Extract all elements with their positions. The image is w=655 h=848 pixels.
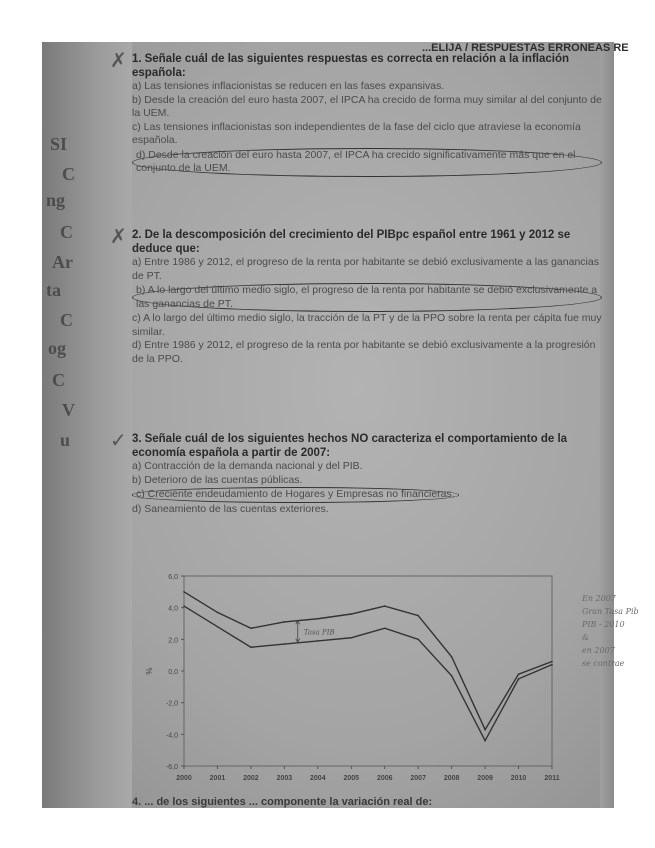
option-d: d) Saneamiento de las cuentas exteriores. <box>132 502 329 515</box>
handwritten-note: & <box>582 633 590 642</box>
chart-annotation: Tasa PIB <box>303 628 335 637</box>
x-tick-label: 2007 <box>410 775 426 782</box>
edge-letter: ng <box>46 190 66 210</box>
data-point <box>484 729 486 731</box>
handwritten-note: Gran Tasa Pib <box>582 607 639 616</box>
data-point <box>518 673 520 675</box>
data-point <box>217 626 219 628</box>
data-point <box>183 605 185 607</box>
question-1 <box>110 50 602 177</box>
edge-letter: ta <box>46 280 61 300</box>
question-title <box>132 228 602 256</box>
data-point <box>217 612 219 614</box>
option-b: b) Desde la creación del euro hasta 2007, el IPCA ha crecido de forma muy similar al del conjunto de la UEM. <box>132 93 602 119</box>
answer-circle: d) Desde la creación del euro hasta 2007, el IPCA ha crecido significativamente más que en el conjunto de la UEM. <box>132 148 602 177</box>
question-text: Señale cuál de los siguientes hechos NO caracteriza el comportamiento de la economía española a partir de 2007: <box>132 433 568 459</box>
edge-letter: u <box>60 430 71 450</box>
data-point <box>551 664 553 666</box>
exam-page <box>110 42 639 808</box>
question-number: 3. <box>132 433 142 445</box>
page-header: ...ELIJA / RESPUESTAS ERRONEAS RE <box>422 42 629 54</box>
check-mark-icon: ✗ <box>110 50 127 72</box>
edge-letter: C <box>52 370 65 390</box>
handwritten-note: en 2007 <box>582 646 615 655</box>
data-point <box>250 646 252 648</box>
x-tick-label: 2008 <box>443 775 460 782</box>
question-title <box>132 432 602 460</box>
option-d: d) Entre 1986 y 2012, el progreso de la renta por habitante se debió exclusivamente a la progresión de la PPO. <box>132 339 596 365</box>
option-c: c) A lo largo del último medio siglo, la tracción de la PT y de la PPO sobre la renta per cápita fue muy similar. <box>132 312 602 338</box>
x-tick-label: 2010 <box>510 775 527 782</box>
data-point <box>451 675 453 677</box>
data-point <box>484 740 486 742</box>
data-point <box>350 637 352 639</box>
data-point <box>317 618 319 620</box>
data-point <box>250 627 252 629</box>
option-b-circled <box>132 283 602 312</box>
data-point <box>284 643 286 645</box>
question-text: De la descomposición del crecimiento del PIBpc español entre 1961 y 2012 se deduce que: <box>132 229 571 255</box>
y-tick-label: -6,0 <box>165 764 178 771</box>
question-number: 1. <box>132 53 142 65</box>
data-point <box>350 613 352 615</box>
option-c-circled <box>132 487 602 503</box>
data-point <box>284 621 286 623</box>
edge-letter: C <box>60 222 73 242</box>
edge-letter: Ar <box>52 252 73 272</box>
question-number: 2. <box>132 229 142 241</box>
data-point <box>384 605 386 607</box>
x-tick-label: 2011 <box>544 775 560 782</box>
data-point <box>384 627 386 629</box>
right-page-edge <box>600 42 614 808</box>
handwritten-note: En 2007 <box>582 594 616 603</box>
x-tick-label: 2006 <box>376 775 393 782</box>
check-mark-icon: ✓ <box>110 430 127 452</box>
data-point <box>518 678 520 680</box>
y-tick-label: 4,0 <box>168 605 178 613</box>
handwritten-notes <box>582 592 652 670</box>
y-tick-label: -4,0 <box>165 732 178 740</box>
answer-circle: c) Creciente endeudamiento de Hogares y Empresas no financieras. <box>132 487 459 503</box>
option-c: c) Las tensiones inflacionistas son independientes de la fase del ciclo que atraviese la economía española. <box>132 120 581 146</box>
series-line <box>184 592 552 730</box>
series-line <box>184 606 552 741</box>
y-tick-label: 2,0 <box>168 637 178 645</box>
x-tick-label: 2003 <box>276 775 293 782</box>
question-title <box>132 52 602 80</box>
x-tick-label: 2009 <box>477 775 493 782</box>
data-point <box>417 615 419 617</box>
adjacent-page-edge <box>42 42 132 808</box>
y-tick-label: 6,0 <box>168 574 178 581</box>
question-text: Señale cuál de las siguientes respuestas es correcta en relación a la inflación española: <box>132 53 570 79</box>
y-tick-label: -2,0 <box>165 700 178 708</box>
x-tick-label: 2000 <box>176 775 192 782</box>
edge-letter: SI <box>50 134 68 154</box>
plot-frame <box>184 576 552 766</box>
option-a: a) Las tensiones inflacionistas se reducen en las fases expansivas. <box>132 80 445 92</box>
option-a: a) Contracción de la demanda nacional y del PIB. <box>132 460 363 472</box>
y-axis-label: % <box>145 667 154 675</box>
data-point <box>183 591 185 593</box>
next-question-cutoff: 4. ... de los siguientes ... componente la variación real de: <box>132 796 433 808</box>
x-tick-label: 2002 <box>243 775 259 782</box>
edge-letter: C <box>62 164 75 184</box>
data-point <box>451 656 453 658</box>
answer-circle: b) A lo largo del último medio siglo, el progreso de la renta por habitante se debió exclusivamente a las ganancias de PT. <box>132 283 602 312</box>
edge-letter: og <box>48 338 66 358</box>
check-mark-icon: ✗ <box>110 226 127 248</box>
question-3 <box>110 430 602 516</box>
question-2 <box>110 226 602 366</box>
handwritten-note: se contrae <box>582 659 625 668</box>
document-photo <box>42 42 639 808</box>
handwritten-note: PIB - 2010 <box>582 620 625 629</box>
option-d-circled <box>132 148 602 177</box>
x-tick-label: 2001 <box>209 775 226 782</box>
edge-letter: V <box>62 400 75 420</box>
option-a: a) Entre 1986 y 2012, el progreso de la renta por habitante se debió exclusivamente a las ganancias de PT. <box>132 256 599 282</box>
edge-letter: C <box>60 310 73 330</box>
data-point <box>417 639 419 641</box>
x-tick-label: 2004 <box>310 775 326 782</box>
y-tick-label: 0,0 <box>168 669 178 676</box>
gdp-line-chart <box>132 560 572 800</box>
data-point <box>551 661 553 663</box>
option-b: b) Deterioro de las cuentas públicas. <box>132 473 303 486</box>
data-point <box>317 640 319 642</box>
x-tick-label: 2005 <box>343 775 360 782</box>
